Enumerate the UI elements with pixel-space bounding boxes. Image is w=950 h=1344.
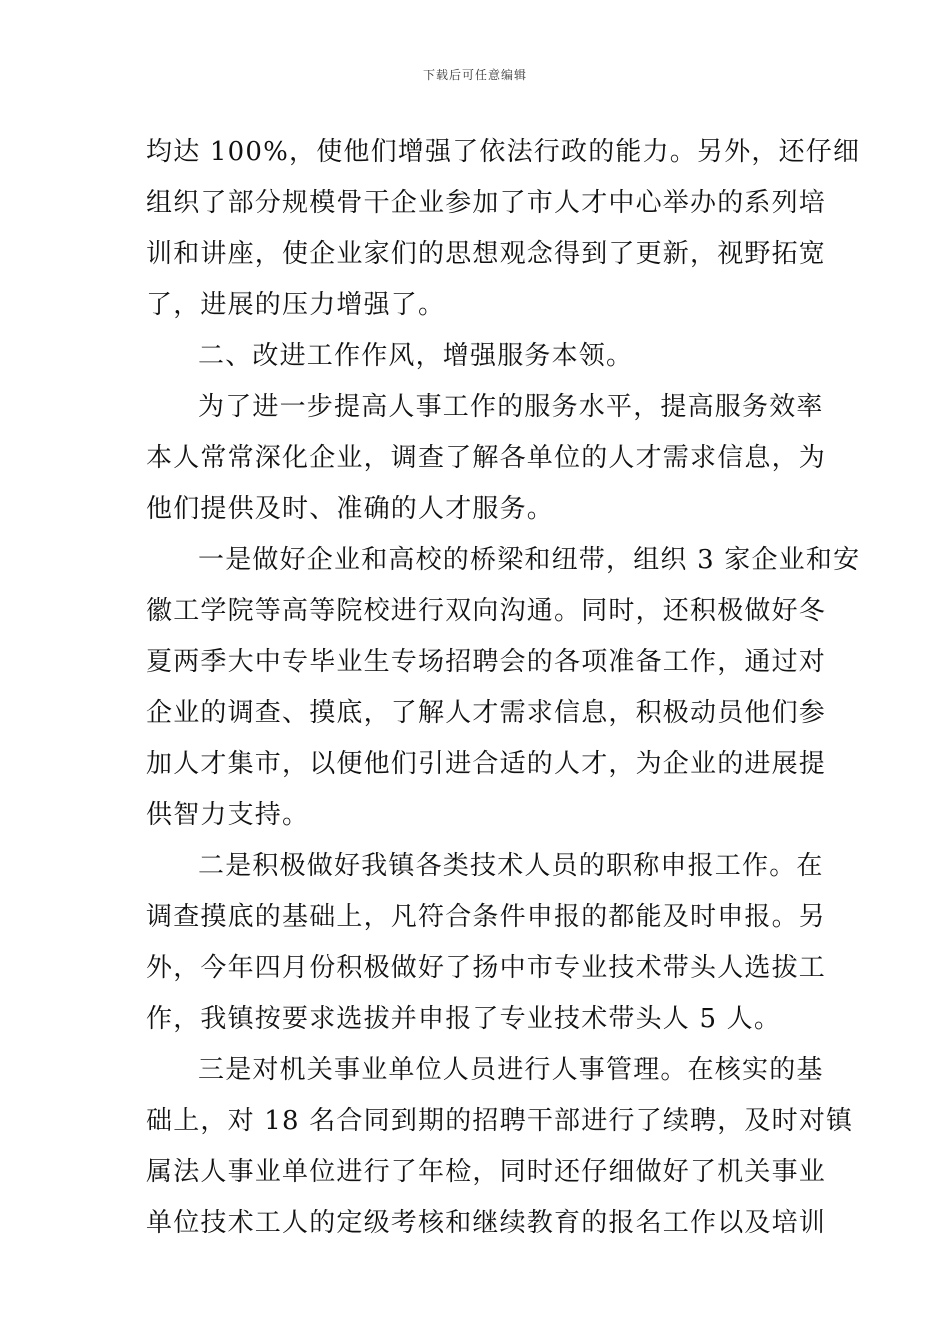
header-note: 下载后可任意编辑	[422, 68, 527, 82]
text-line: 一是做好企业和高校的桥梁和纽带，组织 3 家企业和安	[198, 545, 861, 575]
text-line: 调查摸底的基础上，凡符合条件申报的都能及时申报。另	[146, 902, 827, 932]
text-line: 均达 100%，使他们增强了依法行政的能力。另外，还仔细	[146, 137, 861, 167]
text-line: 为了进一步提高人事工作的服务水平，提高服务效率	[198, 392, 824, 422]
text-line: 他们提供及时、准确的人才服务。	[146, 494, 555, 524]
text-line: 徽工学院等高等院校进行双向沟通。同时，还积极做好冬	[146, 596, 827, 626]
text-line: 单位技术工人的定级考核和继续教育的报名工作以及培训	[146, 1208, 827, 1238]
text-line: 本人常常深化企业，调查了解各单位的人才需求信息，为	[146, 443, 827, 473]
text-line: 加人才集市，以便他们引进合适的人才，为企业的进展提	[146, 749, 827, 779]
text-line: 三是对机关事业单位人员进行人事管理。在核实的基	[198, 1055, 824, 1085]
text-line: 础上，对 18 名合同到期的招聘干部进行了续聘，及时对镇	[146, 1106, 854, 1136]
text-line: 作，我镇按要求选拔并申报了专业技术带头人 5 人。	[146, 1004, 782, 1034]
text-line: 外，今年四月份积极做好了扬中市专业技术带头人选拔工	[146, 953, 827, 983]
text-line: 属法人事业单位进行了年检，同时还仔细做好了机关事业	[146, 1157, 827, 1187]
section-heading: 二、改进工作作风，增强服务本领。	[198, 341, 634, 371]
text-line: 二是积极做好我镇各类技术人员的职称申报工作。在	[198, 851, 824, 881]
text-line: 训和讲座，使企业家们的思想观念得到了更新，视野拓宽	[146, 239, 827, 269]
text-line: 组织了部分规模骨干企业参加了市人才中心举办的系列培	[146, 188, 827, 218]
text-line: 供智力支持。	[146, 800, 310, 830]
text-line: 企业的调查、摸底，了解人才需求信息，积极动员他们参	[146, 698, 827, 728]
text-line: 夏两季大中专毕业生专场招聘会的各项准备工作，通过对	[146, 647, 827, 677]
document-body	[146, 127, 861, 1249]
text-line: 了，进展的压力增强了。	[146, 290, 446, 320]
